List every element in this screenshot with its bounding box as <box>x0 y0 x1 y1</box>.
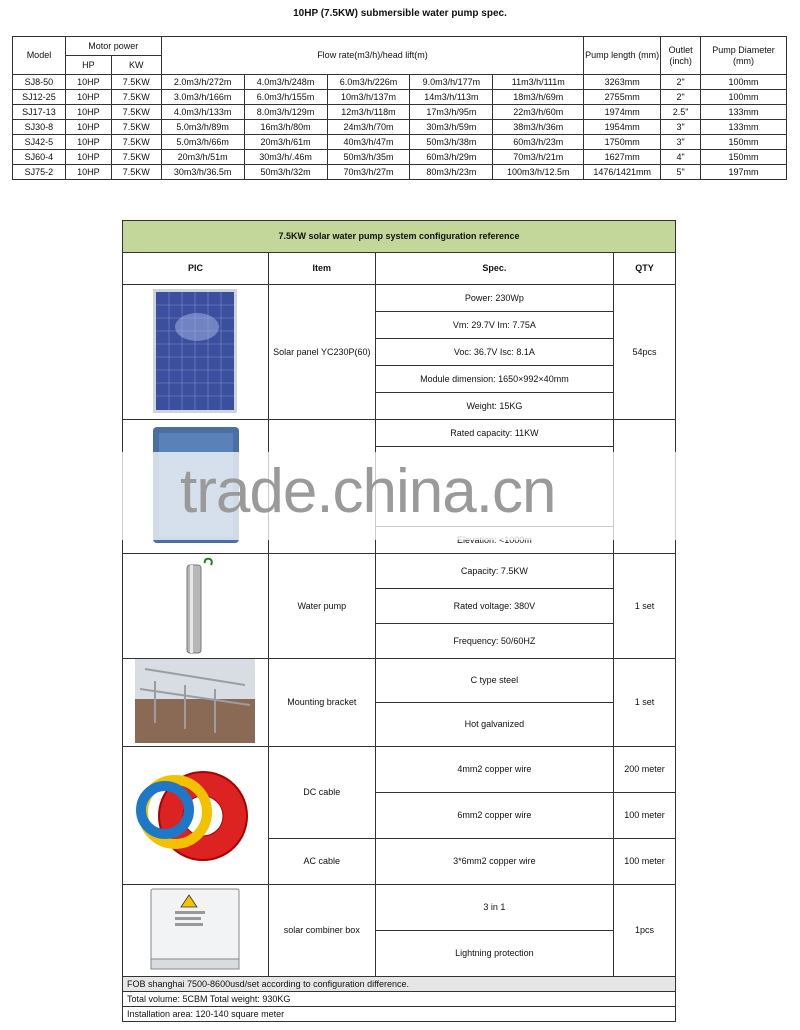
watermark-text: trade.china.cn <box>180 457 556 526</box>
spec-cell: 2755mm <box>584 90 661 105</box>
spec-cell: 5" <box>661 165 701 180</box>
spec-cell: 3" <box>661 135 701 150</box>
spec-cell: 7.5KW <box>111 135 161 150</box>
spec-row <box>13 120 787 135</box>
col-kw: KW <box>111 56 161 75</box>
combiner-box-item: solar combiner box <box>268 885 375 977</box>
spec-cell: SJ60-4 <box>13 150 66 165</box>
spec-cell: 7.5KW <box>111 90 161 105</box>
spec-cell: 20m3/h/51m <box>161 150 244 165</box>
spec-cell: SJ42-5 <box>13 135 66 150</box>
water-pump-item: Water pump <box>268 554 375 659</box>
combiner-qty: 1pcs <box>614 885 676 977</box>
inverter-spec: Rated capacity: 11KW <box>375 420 613 447</box>
spec-cell: SJ75-2 <box>13 165 66 180</box>
spec-cell: 40m3/h/47m <box>327 135 410 150</box>
spec-cell: 24m3/h/70m <box>327 120 410 135</box>
col-spec: Spec. <box>375 253 613 285</box>
bracket-spec: Hot galvanized <box>375 703 613 747</box>
spec-cell: 16m3/h/80m <box>244 120 327 135</box>
spec-row <box>13 75 787 90</box>
col-outlet: Outlet (inch) <box>661 37 701 75</box>
spec-cell: 6.0m3/h/155m <box>244 90 327 105</box>
spec-cell: 10HP <box>65 105 111 120</box>
spec-cell: 50m3/h/35m <box>327 150 410 165</box>
spec-cell: 2.5" <box>661 105 701 120</box>
spec-cell: 70m3/h/27m <box>327 165 410 180</box>
spec-cell: 150mm <box>701 150 787 165</box>
col-motor-power: Motor power <box>65 37 161 56</box>
spec-cell: 6.0m3/h/226m <box>327 75 410 90</box>
spec-cell: 5.0m3/h/66m <box>161 135 244 150</box>
spec-cell: 4.0m3/h/248m <box>244 75 327 90</box>
spec-cell: 1954mm <box>584 120 661 135</box>
mounting-bracket-image <box>123 659 269 747</box>
spec-row <box>13 105 787 120</box>
col-pump-length: Pump length (mm) <box>584 37 661 75</box>
footer-price: FOB shanghai 7500-8600usd/set according to configuration difference. <box>123 977 676 992</box>
dc-cable-spec: 6mm2 copper wire <box>375 793 613 839</box>
spec-cell: SJ12-25 <box>13 90 66 105</box>
spec-cell: 10HP <box>65 75 111 90</box>
spec-cell: 60m3/h/29m <box>410 150 493 165</box>
combiner-spec: Lightning protection <box>375 931 613 977</box>
spec-cell: 9.0m3/h/177m <box>410 75 493 90</box>
bracket-spec: C type steel <box>375 659 613 703</box>
watermark <box>110 452 690 540</box>
col-flow-rate: Flow rate(m3/h)/head lift(m) <box>161 37 584 75</box>
spec-cell: 17m3/h/95m <box>410 105 493 120</box>
spec-cell: 1627mm <box>584 150 661 165</box>
combiner-box-image <box>123 885 269 977</box>
spec-cell: 30m3/h/36.5m <box>161 165 244 180</box>
solar-spec: Vm: 29.7V Im: 7.75A <box>375 312 613 339</box>
spec-cell: 20m3/h/61m <box>244 135 327 150</box>
solar-spec: Weight: 15KG <box>375 393 613 420</box>
spec-cell: 1750mm <box>584 135 661 150</box>
col-pic: PIC <box>123 253 269 285</box>
spec-cell: 22m3/h/60m <box>493 105 584 120</box>
spec-cell: SJ17-13 <box>13 105 66 120</box>
bracket-qty: 1 set <box>614 659 676 747</box>
mounting-bracket-item: Mounting bracket <box>268 659 375 747</box>
solar-spec: Module dimension: 1650×992×40mm <box>375 366 613 393</box>
spec-cell: 150mm <box>701 135 787 150</box>
spec-cell: 4" <box>661 150 701 165</box>
pump-spec: Frequency: 50/60HZ <box>375 624 613 659</box>
ac-cable-item: AC cable <box>268 839 375 885</box>
spec-row <box>13 90 787 105</box>
spec-cell: 12m3/h/118m <box>327 105 410 120</box>
spec-cell: 100mm <box>701 75 787 90</box>
dc-cable-spec: 4mm2 copper wire <box>375 747 613 793</box>
pump-spec: Capacity: 7.5KW <box>375 554 613 589</box>
pump-qty: 1 set <box>614 554 676 659</box>
spec-cell: 2" <box>661 75 701 90</box>
dc-cable-qty: 200 meter <box>614 747 676 793</box>
col-diameter: Pump Diameter (mm) <box>701 37 787 75</box>
pump-spec: Rated voltage: 380V <box>375 589 613 624</box>
footer-area: Installation area: 120-140 square meter <box>123 1007 676 1022</box>
spec-cell: 14m3/h/113m <box>410 90 493 105</box>
spec-row <box>13 165 787 180</box>
col-qty: QTY <box>614 253 676 285</box>
spec-cell: 7.5KW <box>111 75 161 90</box>
col-model: Model <box>13 37 66 75</box>
spec-cell: 133mm <box>701 105 787 120</box>
spec-cell: 2.0m3/h/272m <box>161 75 244 90</box>
dc-cable-item: DC cable <box>268 747 375 839</box>
spec-cell: 133mm <box>701 120 787 135</box>
spec-cell: 2" <box>661 90 701 105</box>
spec-cell: 3263mm <box>584 75 661 90</box>
spec-cell: 30m3/h/.46m <box>244 150 327 165</box>
spec-cell: 10m3/h/137m <box>327 90 410 105</box>
spec-cell: 197mm <box>701 165 787 180</box>
spec-cell: 60m3/h/23m <box>493 135 584 150</box>
spec-cell: 50m3/h/38m <box>410 135 493 150</box>
spec-cell: 18m3/h/69m <box>493 90 584 105</box>
combiner-spec: 3 in 1 <box>375 885 613 931</box>
spec-cell: 50m3/h/32m <box>244 165 327 180</box>
spec-cell: 7.5KW <box>111 105 161 120</box>
col-item: Item <box>268 253 375 285</box>
solar-panel-item: Solar panel YC230P(60) <box>268 285 375 420</box>
solar-spec: Voc: 36.7V Isc: 8.1A <box>375 339 613 366</box>
cable-image <box>123 747 269 885</box>
solar-panel-image <box>123 285 269 420</box>
spec-cell: 3" <box>661 120 701 135</box>
spec-cell: SJ30-8 <box>13 120 66 135</box>
spec-cell: 80m3/h/23m <box>410 165 493 180</box>
spec-cell: 4.0m3/h/133m <box>161 105 244 120</box>
spec-cell: 3.0m3/h/166m <box>161 90 244 105</box>
solar-spec: Power: 230Wp <box>375 285 613 312</box>
spec-cell: 100mm <box>701 90 787 105</box>
spec-cell: 7.5KW <box>111 165 161 180</box>
page-title: 10HP (7.5KW) submersible water pump spec. <box>293 8 507 19</box>
spec-cell: 38m3/h/36m <box>493 120 584 135</box>
spec-cell: 100m3/h/12.5m <box>493 165 584 180</box>
spec-cell: 1476/1421mm <box>584 165 661 180</box>
footer-volume: Total volume: 5CBM Total weight: 930KG <box>123 992 676 1007</box>
spec-cell: 10HP <box>65 165 111 180</box>
spec-cell: 5.0m3/h/89m <box>161 120 244 135</box>
ac-cable-spec: 3*6mm2 copper wire <box>375 839 613 885</box>
spec-cell: 10HP <box>65 90 111 105</box>
water-pump-image <box>123 554 269 659</box>
spec-cell: 10HP <box>65 150 111 165</box>
spec-cell: 10HP <box>65 135 111 150</box>
spec-cell: 10HP <box>65 120 111 135</box>
col-hp: HP <box>65 56 111 75</box>
spec-table-body <box>13 75 787 180</box>
spec-cell: 7.5KW <box>111 120 161 135</box>
spec-cell: 7.5KW <box>111 150 161 165</box>
solar-qty: 54pcs <box>614 285 676 420</box>
spec-cell: 1974mm <box>584 105 661 120</box>
config-title: 7.5KW solar water pump system configuration reference <box>123 221 676 253</box>
config-table <box>122 220 676 1022</box>
spec-cell: 8.0m3/h/129m <box>244 105 327 120</box>
spec-cell: 30m3/h/59m <box>410 120 493 135</box>
ac-cable-qty: 100 meter <box>614 839 676 885</box>
spec-cell: 11m3/h/111m <box>493 75 584 90</box>
dc-cable-qty: 100 meter <box>614 793 676 839</box>
pump-spec-table <box>12 36 787 180</box>
spec-cell: SJ8-50 <box>13 75 66 90</box>
spec-row <box>13 135 787 150</box>
spec-cell: 70m3/h/21m <box>493 150 584 165</box>
spec-row <box>13 150 787 165</box>
